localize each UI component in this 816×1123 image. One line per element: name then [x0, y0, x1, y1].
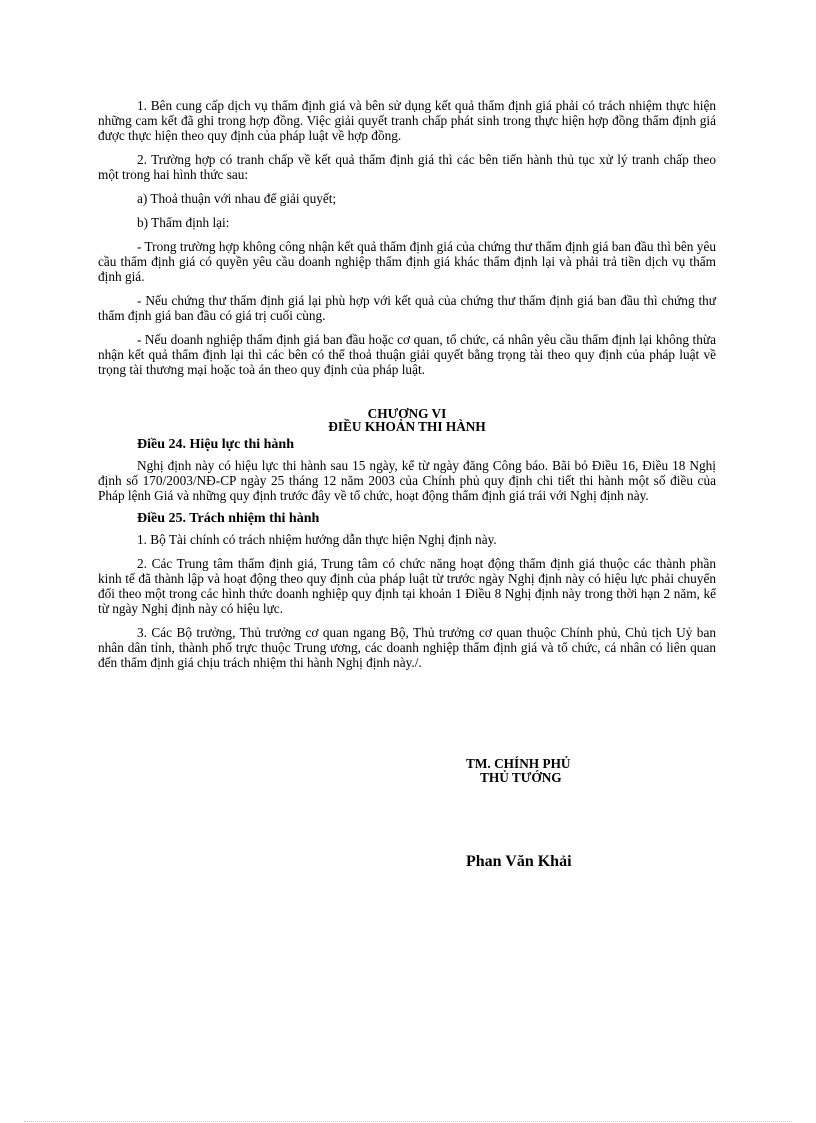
chapter-title: ĐIỀU KHOẢN THI HÀNH: [328, 419, 486, 434]
article-25-item-3: 3. Các Bộ trưởng, Thủ trưởng cơ quan ngang Bộ, Thủ trưởng cơ quan thuộc Chính phủ, Chủ tịch Uỷ ban nhân dân tỉnh, thành phố trực thuộc Trung ương, các doanh nghiệp thẩm định giá và tổ chức, cá nhân có liên quan đến thẩm định giá chịu trách nhiệm thi hành Nghị định này./.: [98, 625, 716, 670]
bullet-3: - Nếu doanh nghiệp thẩm định giá ban đầu hoặc cơ quan, tổ chức, cá nhân yêu cầu thẩm định lại không thừa nhận kết quả thẩm định lại thì các bên có thể thoả thuận giải quyết bằng trọng tài theo quy định của pháp luật về trọng tài thương mại hoặc toà án theo quy định của pháp luật.: [98, 332, 716, 377]
option-b: b) Thẩm định lại:: [137, 215, 230, 230]
article-25-item-1: 1. Bộ Tài chính có trách nhiệm hướng dẫn thực hiện Nghị định này.: [137, 532, 497, 547]
article-25-item-2: 2. Các Trung tâm thẩm định giá, Trung tâm có chức năng hoạt động thẩm định giá thuộc các thành phần kinh tế đã thành lập và hoạt động theo quy định của pháp luật từ trước ngày Nghị định này có hiệu lực phải chuyển đổi theo một trong các hình thức doanh nghiệp quy định tại khoản 1 Điều 8 Nghị định này trong thời hạn 2 năm, kể từ ngày Nghị định này có hiệu lực.: [98, 556, 716, 616]
article-25-title: Điều 25. Trách nhiệm thi hành: [137, 511, 320, 526]
article-24-title: Điều 24. Hiệu lực thi hành: [137, 437, 294, 452]
signature-title: THỦ TƯỚNG: [480, 770, 562, 785]
clause-1: 1. Bên cung cấp dịch vụ thẩm định giá và bên sử dụng kết quả thẩm định giá phải có trách nhiệm thực hiện những cam kết đã ghi trong hợp đồng. Việc giải quyết tranh chấp phát sinh trong thực hiện hợp đồng thẩm định giá được thực hiện theo quy định của pháp luật về hợp đồng.: [98, 98, 716, 143]
document-page: [98, 98, 716, 670]
option-a: a) Thoả thuận với nhau để giải quyết;: [137, 191, 337, 206]
bullet-1: - Trong trường hợp không công nhận kết quả thẩm định giá của chứng thư thẩm định giá ban đầu thì bên yêu cầu thẩm định giá có quyền yêu cầu doanh nghiệp thẩm định giá khác thẩm định lại và phải trả tiền dịch vụ thẩm định giá.: [98, 239, 716, 284]
signature-office: TM. CHÍNH PHỦ: [466, 756, 571, 771]
footer-divider: [24, 1121, 792, 1122]
clause-2: 2. Trường hợp có tranh chấp về kết quả thẩm định giá thì các bên tiến hành thủ tục xử lý tranh chấp theo một trong hai hình thức sau:: [98, 152, 716, 182]
chapter-number: CHƯƠNG VI: [367, 406, 447, 421]
article-24-text: Nghị định này có hiệu lực thi hành sau 15 ngày, kể từ ngày đăng Công báo. Bãi bỏ Điều 16, Điều 18 Nghị định số 170/2003/NĐ-CP ngày 25 tháng 12 năm 2003 của Chính phủ quy định chi tiết thi hành một số điều của Pháp lệnh Giá và những quy định trước đây về tổ chức, hoạt động thẩm định giá trái với Nghị định này.: [98, 458, 716, 503]
signer-name: Phan Văn Khải: [466, 853, 572, 870]
bullet-2: - Nếu chứng thư thẩm định giá lại phù hợp với kết quả của chứng thư thẩm định giá ban đầu thì chứng thư thẩm định giá ban đầu có giá trị cuối cùng.: [98, 293, 716, 323]
